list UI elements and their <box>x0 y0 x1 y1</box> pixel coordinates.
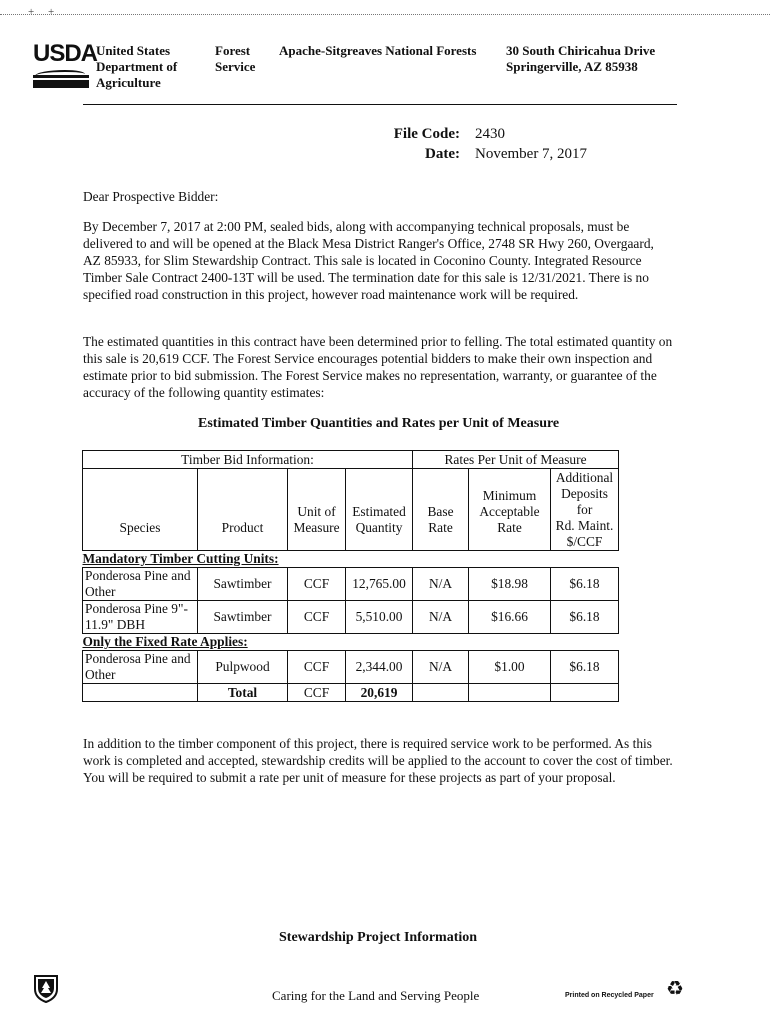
cell-product: Sawtimber <box>198 601 288 634</box>
cell-quantity: 5,510.00 <box>346 601 413 634</box>
meta-values <box>475 124 587 164</box>
usda-wordmark: USDA <box>33 40 98 67</box>
paragraph-text: In addition to the timber component of this project, there is required service work to be performed. As this work is completed and accepted, stewardship credits will be applied to the account to cover the cost of timber. You will be required to submit a rate per unit of measure for these projects as part of your proposal. <box>83 736 673 785</box>
cell-empty <box>413 684 469 702</box>
table-row <box>83 568 619 601</box>
section-label: Only the Fixed Rate Applies: <box>83 634 619 651</box>
address-block <box>506 43 655 75</box>
paragraph-1 <box>83 218 673 303</box>
cell-quantity: 2,344.00 <box>346 651 413 684</box>
file-code-label: File Code: <box>393 126 460 142</box>
cell-species <box>83 568 198 601</box>
paragraph-3 <box>83 735 673 786</box>
table-row <box>83 651 619 684</box>
usda-logo-band <box>33 75 89 78</box>
total-unit: CCF <box>288 684 346 702</box>
date-value: November 7, 2017 <box>475 146 588 162</box>
cell-species <box>83 601 198 634</box>
meta-labels <box>392 124 460 164</box>
cell-empty <box>551 684 619 702</box>
col-header-line: Rate <box>428 520 453 535</box>
department-block <box>96 43 177 91</box>
footer-motto: Caring for the Land and Serving People <box>272 988 480 1003</box>
scan-mark: + <box>28 6 35 18</box>
table-total-row <box>83 684 619 702</box>
cell-quantity: 12,765.00 <box>346 568 413 601</box>
paragraph-text: By December 7, 2017 at 2:00 PM, sealed bids, along with accompanying technical proposals, must be delivered to and will be opened at the Black Mesa District Ranger's Office, 2748 SR Hwy 260, Overgaard, AZ 85933, for Slim Stewardship Contract. This sale is located in Coconino County. Integrated Resource Timber Sale Contract 2400-13T will be used. The termination date for this sale is 12/31/2021. There is no specified road construction in this project, however road maintenance work will be required. <box>83 219 654 302</box>
species-line: 11.9" DBH <box>85 617 146 632</box>
col-header-line: Additional <box>555 470 614 485</box>
cell-species <box>83 651 198 684</box>
cell-min-rate: $18.98 <box>469 568 551 601</box>
col-header-line: Measure <box>293 520 340 535</box>
col-header-line: Estimated <box>352 504 406 519</box>
paragraph-text: The estimated quantities in this contract have been determined prior to felling. The total estimated quantity on this sale is 20,619 CCF. The Forest Service encourages potential bidders to make their own inspection and estimate prior to bid submission. The Forest Service makes no representation, warranty, or guarantee of the accuracy of the following quantity estimates: <box>83 334 673 400</box>
forest-name: Apache-Sitgreaves National Forests <box>279 43 477 58</box>
cell-empty <box>469 684 551 702</box>
col-header-deposits <box>551 469 619 551</box>
col-header-line: Rate <box>497 520 522 535</box>
paragraph-2 <box>83 333 673 401</box>
cell-base-rate: N/A <box>413 651 469 684</box>
cell-product: Sawtimber <box>198 568 288 601</box>
species-line: Ponderosa Pine and <box>85 651 191 666</box>
cell-deposit: $6.18 <box>551 601 619 634</box>
cell-deposit: $6.18 <box>551 568 619 601</box>
cell-deposit: $6.18 <box>551 651 619 684</box>
scan-edge-line <box>0 14 770 15</box>
letterhead-rule <box>83 104 677 105</box>
printed-on-recycled: Printed on Recycled Paper <box>565 992 654 999</box>
service-line: Forest <box>215 43 251 58</box>
col-header-quantity <box>346 469 413 551</box>
recycle-icon: ♻ <box>666 976 684 1000</box>
cell-unit: CCF <box>288 568 346 601</box>
species-line: Other <box>85 667 116 682</box>
table-title: Estimated Timber Quantities and Rates per Unit of Measure <box>198 416 560 431</box>
col-header-species: Species <box>83 469 198 551</box>
col-header-line: for <box>576 502 593 517</box>
cell-base-rate: N/A <box>413 601 469 634</box>
file-code-value: 2430 <box>475 126 505 142</box>
cell-min-rate: $1.00 <box>469 651 551 684</box>
cell-base-rate: N/A <box>413 568 469 601</box>
col-header-line: Rd. Maint. <box>555 518 614 533</box>
address-line: 30 South Chiricahua Drive <box>506 43 656 58</box>
total-quantity: 20,619 <box>346 684 413 702</box>
species-line: Other <box>85 584 116 599</box>
cell-min-rate: $16.66 <box>469 601 551 634</box>
col-header-line: Deposits <box>561 486 608 501</box>
address-line: Springerville, AZ 85938 <box>506 59 638 74</box>
col-header-line: Quantity <box>355 520 403 535</box>
col-header-line: $/CCF <box>566 534 603 549</box>
cell-unit: CCF <box>288 651 346 684</box>
species-line: Ponderosa Pine and <box>85 568 191 583</box>
dept-line: Agriculture <box>96 75 161 90</box>
col-header-base-rate <box>413 469 469 551</box>
service-line: Service <box>215 59 256 74</box>
col-header-product: Product <box>198 469 288 551</box>
col-header-line: Minimum <box>482 488 537 503</box>
total-label: Total <box>198 684 288 702</box>
col-header-line: Unit of <box>297 504 336 519</box>
col-header-line: Base <box>427 504 454 519</box>
dept-line: Department of <box>96 59 178 74</box>
cell-product: Pulpwood <box>198 651 288 684</box>
group-header-rates: Rates Per Unit of Measure <box>413 451 619 469</box>
dept-line: United States <box>96 43 171 58</box>
col-header-unit <box>288 469 346 551</box>
timber-table <box>82 450 619 702</box>
usda-logo <box>33 40 98 88</box>
species-line: Ponderosa Pine 9"- <box>85 601 188 616</box>
date-label: Date: <box>425 146 460 162</box>
scan-mark: + <box>48 6 55 18</box>
group-header-timber: Timber Bid Information: <box>83 451 413 469</box>
cell-unit: CCF <box>288 601 346 634</box>
section-label: Mandatory Timber Cutting Units: <box>83 551 619 568</box>
stewardship-title: Stewardship Project Information <box>279 930 478 945</box>
service-block <box>215 43 255 75</box>
usda-logo-band <box>33 80 89 88</box>
table-row <box>83 601 619 634</box>
cell-empty <box>83 684 198 702</box>
forest-service-shield-icon <box>33 973 59 1003</box>
col-header-min-rate <box>469 469 551 551</box>
salutation: Dear Prospective Bidder: <box>83 189 219 204</box>
col-header-line: Acceptable <box>479 504 540 519</box>
